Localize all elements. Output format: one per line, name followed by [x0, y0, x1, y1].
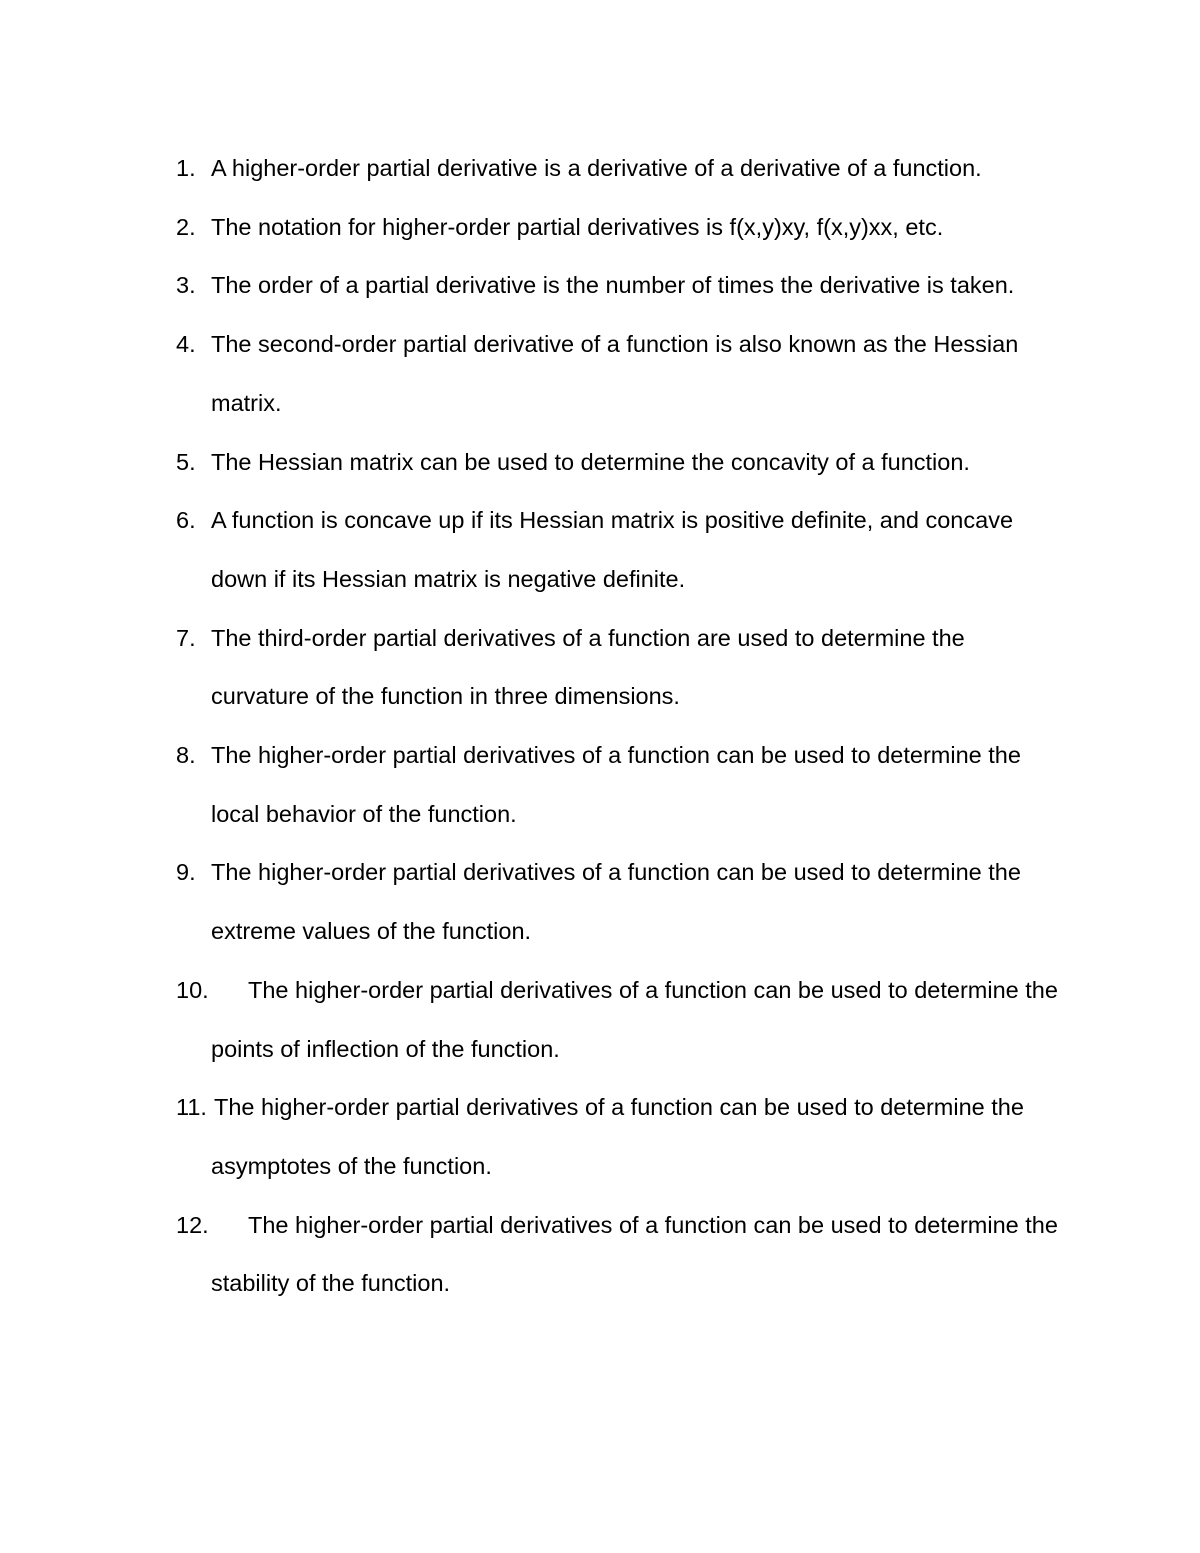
list-item-number: 9. [176, 859, 196, 886]
list-item-number: 10. [176, 976, 209, 1003]
list-item-number: 7. [176, 624, 196, 651]
list-item-text: A higher-order partial derivative is a derivative of a derivative of a function. [211, 155, 982, 181]
list-item [0, 1078, 1200, 1195]
list-item-text: The Hessian matrix can be used to determine the concavity of a function. [211, 448, 970, 475]
list-item-text: The order of a partial derivative is the number of times the derivative is taken. [211, 272, 1015, 299]
list-item-text: The third-order partial derivatives of a function are used to determine the curvature of the function in three dimensions. [211, 624, 965, 710]
list-item-number: 1. [176, 155, 196, 181]
list-item [0, 433, 1200, 492]
list-item [0, 139, 1200, 198]
numbered-list [0, 139, 1200, 1313]
list-item-text: The second-order partial derivative of a function is also known as the Hessian matrix. [211, 331, 1019, 416]
list-item-text: The higher-order partial derivatives of a function can be used to determine the stability of the function. [211, 1211, 1058, 1297]
list-item-number: 12. [176, 1211, 209, 1238]
list-item-number: 6. [176, 507, 196, 534]
list-item [0, 491, 1200, 608]
list-item [0, 1196, 1200, 1313]
list-item-text: A function is concave up if its Hessian matrix is positive definite, and concave down if its Hessian matrix is negative definite. [211, 507, 1014, 592]
list-item-text: The higher-order partial derivatives of a function can be used to determine the extreme values of the function. [211, 859, 1021, 945]
list-item-number: 4. [176, 331, 196, 358]
list-item [0, 198, 1200, 257]
list-item [0, 315, 1200, 432]
list-item [0, 843, 1200, 960]
list-item-text: The higher-order partial derivatives of a function can be used to determine the asymptotes of the function. [211, 1094, 1024, 1179]
list-item-number: 2. [176, 213, 196, 240]
list-item-text: The notation for higher-order partial derivatives is f(x,y)xy, f(x,y)xx, etc. [211, 213, 944, 240]
list-item-number: 8. [176, 742, 196, 769]
list-item-text: The higher-order partial derivatives of a function can be used to determine the local behavior of the function. [211, 742, 1021, 827]
list-item [0, 726, 1200, 843]
list-item-number: 11. [176, 1094, 207, 1121]
list-item-number: 3. [176, 272, 196, 299]
list-item [0, 961, 1200, 1078]
list-item-number: 5. [176, 448, 196, 475]
list-item-text: The higher-order partial derivatives of a function can be used to determine the points of inflection of the function. [211, 976, 1058, 1062]
list-item [0, 609, 1200, 726]
list-item [0, 256, 1200, 315]
